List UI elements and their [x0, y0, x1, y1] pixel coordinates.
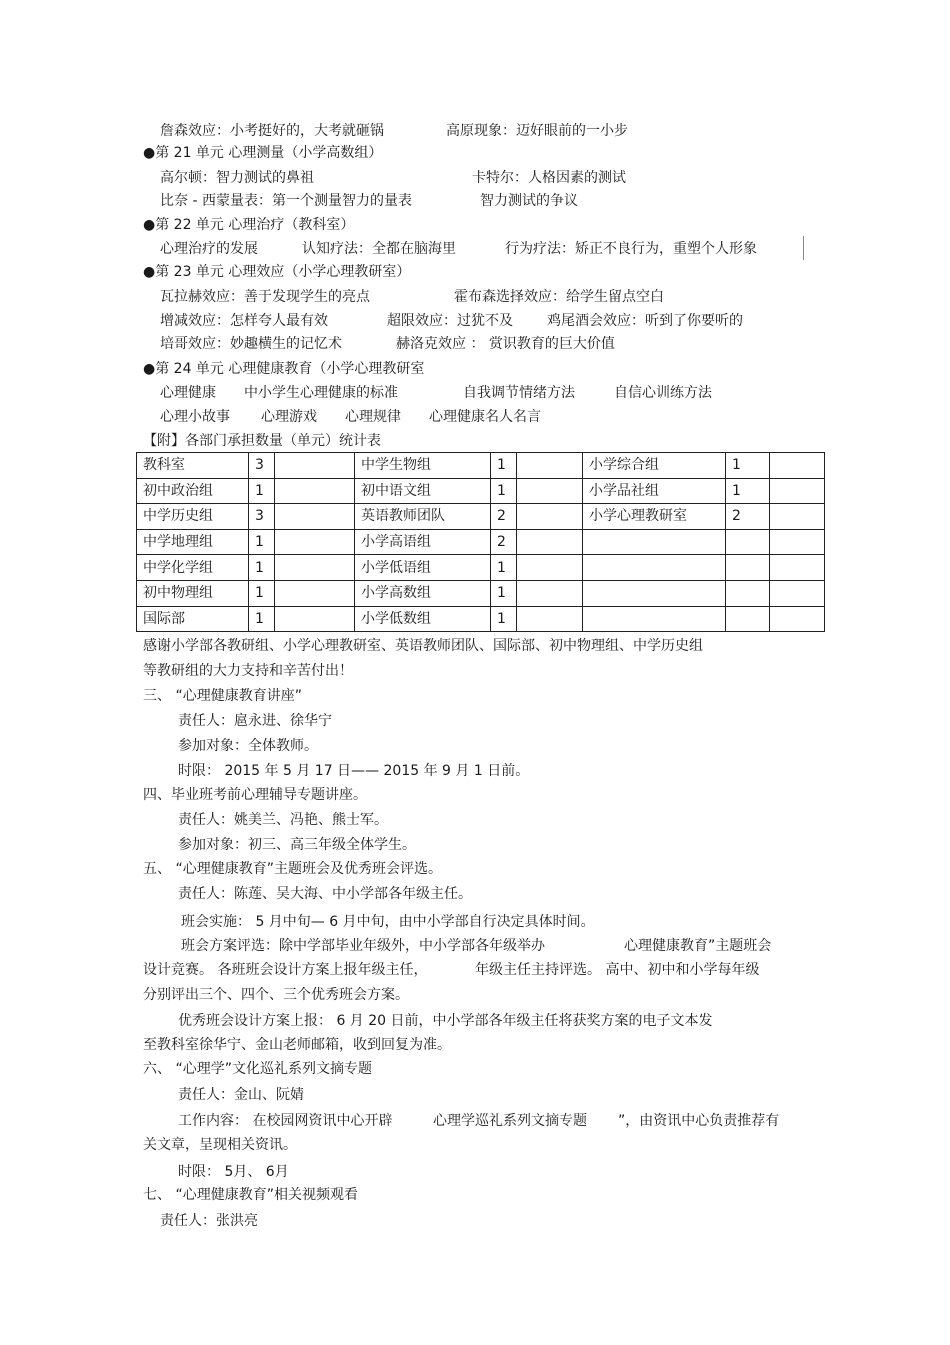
table-cell: 2 — [491, 529, 517, 555]
table-cell: 1 — [491, 580, 517, 606]
table-row — [137, 529, 825, 555]
table-cell — [770, 529, 825, 555]
text-line: 责任人：陈莲、吴大海、中小学部各年级主任。 — [178, 886, 472, 902]
text-line: 优秀班会设计方案上报： 6 月 20 日前，中小学部各年级主任将获奖方案的电子文本发 — [178, 1013, 713, 1029]
text-line: 自我调节情绪方法 — [463, 385, 575, 401]
text-line: 心理治疗的发展 — [160, 241, 258, 257]
table-cell — [583, 580, 726, 606]
text-line: 心理学巡礼系列文摘专题 — [433, 1113, 587, 1129]
table-cell — [517, 580, 583, 606]
unit-heading: ●第 21 单元 心理测量（小学高数组） — [143, 145, 383, 161]
text-line: 高原现象：迈好眼前的一小步 — [446, 123, 628, 139]
table-cell — [770, 606, 825, 632]
table-cell: 1 — [491, 478, 517, 504]
text-line: 霍布森选择效应：给学生留点空白 — [454, 289, 664, 305]
text-line: 认知疗法：全都在脑海里 — [302, 241, 456, 257]
text-line: 自信心训练方法 — [614, 385, 712, 401]
table-cell — [726, 529, 770, 555]
table-cell — [726, 555, 770, 581]
table-row — [137, 580, 825, 606]
table-cell — [770, 453, 825, 479]
text-line: 责任人：金山、阮婧 — [178, 1087, 304, 1103]
section-heading: 三、 “心理健康教育讲座” — [143, 688, 302, 704]
text-line: 关文章，呈现相关资讯。 — [143, 1137, 297, 1153]
text-line: 心理健康教育”主题班会 — [624, 938, 772, 954]
table-cell — [770, 580, 825, 606]
table-cell — [275, 555, 355, 581]
section-heading: 五、 “心理健康教育”主题班会及优秀班会评选。 — [143, 861, 442, 877]
table-cell: 国际部 — [137, 606, 249, 632]
table-row — [137, 606, 825, 632]
table-cell: 小学心理教研室 — [583, 504, 726, 530]
unit-heading: ●第 22 单元 心理治疗（教科室） — [143, 217, 355, 233]
table-cell: 1 — [726, 478, 770, 504]
unit-heading: ●第 24 单元 心理健康教育（小学心理教研室 — [143, 361, 425, 377]
department-stats-table — [136, 452, 825, 632]
table-cell — [517, 606, 583, 632]
text-line: 至教科室徐华宁、金山老师邮箱，收到回复为准。 — [143, 1037, 451, 1053]
text-line: 工作内容： 在校园网资讯中心开辟 — [178, 1113, 393, 1129]
table-cell — [517, 504, 583, 530]
table-cell: 1 — [249, 555, 275, 581]
text-line: 心理健康名人名言 — [429, 409, 541, 425]
text-line: 瓦拉赫效应：善于发现学生的亮点 — [160, 289, 370, 305]
table-cell — [726, 606, 770, 632]
table-cell — [517, 453, 583, 479]
table-cell — [770, 504, 825, 530]
table-row — [137, 478, 825, 504]
text-line: 心理规律 — [345, 409, 401, 425]
table-cell: 中学地理组 — [137, 529, 249, 555]
table-cell: 3 — [249, 453, 275, 479]
text-line: 增减效应：怎样夸人最有效 — [160, 313, 328, 329]
table-cell — [583, 606, 726, 632]
table-cell — [770, 555, 825, 581]
table-cell: 小学高语组 — [355, 529, 491, 555]
table-cell — [517, 478, 583, 504]
text-line: 培哥效应：妙趣横生的记忆术 — [160, 336, 342, 352]
text-line: 卡特尔：人格因素的测试 — [472, 170, 626, 186]
table-cell: 1 — [491, 555, 517, 581]
table-cell: 小学综合组 — [583, 453, 726, 479]
table-cell: 1 — [249, 606, 275, 632]
table-cell — [517, 555, 583, 581]
unit-heading: ●第 23 单元 心理效应（小学心理教研室） — [143, 264, 411, 280]
table-row — [137, 504, 825, 530]
table-cell: 初中物理组 — [137, 580, 249, 606]
text-line: 班会实施： 5 月中旬— 6 月中旬，由中小学部自行决定具体时间。 — [181, 914, 595, 930]
table-cell: 3 — [249, 504, 275, 530]
table-cell: 小学低数组 — [355, 606, 491, 632]
table-cell — [275, 606, 355, 632]
text-line: ”，由资讯中心负责推荐有 — [618, 1113, 780, 1129]
table-cell: 初中政治组 — [137, 478, 249, 504]
text-line: 詹森效应：小考挺好的，大考就砸锅 — [160, 123, 384, 139]
table-cell: 小学高数组 — [355, 580, 491, 606]
text-line: 心理小故事 — [160, 409, 230, 425]
table-cell: 2 — [491, 504, 517, 530]
text-line: 责任人：扈永进、徐华宁 — [178, 713, 332, 729]
text-line: 中小学生心理健康的标准 — [244, 385, 398, 401]
table-cell: 1 — [726, 453, 770, 479]
table-cell: 1 — [249, 478, 275, 504]
text-line: 班会方案评选：除中学部毕业年级外，中小学部各年级举办 — [181, 938, 545, 954]
table-cell: 初中语文组 — [355, 478, 491, 504]
table-cell — [517, 529, 583, 555]
border-line — [803, 236, 804, 260]
text-line: 智力测试的争议 — [480, 193, 578, 209]
table-cell — [583, 529, 726, 555]
text-line: 赫洛克效应 ： 赏识教育的巨大价值 — [396, 336, 615, 352]
table-cell: 1 — [491, 606, 517, 632]
text-line: 心理健康 — [160, 385, 216, 401]
text-line: 比奈 - 西蒙量表：第一个测量智力的量表 — [160, 193, 412, 209]
text-line: 责任人：姚美兰、冯艳、熊士军。 — [178, 812, 388, 828]
table-cell: 中学历史组 — [137, 504, 249, 530]
table-cell — [275, 504, 355, 530]
text-line: 超限效应：过犹不及 — [387, 313, 513, 329]
table-row — [137, 453, 825, 479]
table-cell: 教科室 — [137, 453, 249, 479]
table-cell — [770, 478, 825, 504]
table-cell — [275, 453, 355, 479]
table-cell — [275, 478, 355, 504]
text-line: 设计竞赛。 各班班会设计方案上报年级主任， — [143, 962, 428, 978]
table-caption: 【附】各部门承担数量（单元）统计表 — [143, 433, 381, 449]
table-row — [137, 555, 825, 581]
text-line: 感谢小学部各教研组、小学心理教研室、英语教师团队、国际部、初中物理组、中学历史组 — [143, 638, 703, 654]
table-cell — [275, 529, 355, 555]
section-heading: 四、毕业班考前心理辅导专题讲座。 — [143, 787, 367, 803]
table-cell — [583, 555, 726, 581]
table-cell: 小学品社组 — [583, 478, 726, 504]
text-line: 责任人：张洪亮 — [160, 1213, 258, 1229]
text-line: 时限： 2015 年 5 月 17 日—— 2015 年 9 月 1 日前。 — [178, 763, 530, 779]
text-line: 等教研组的大力支持和辛苦付出！ — [143, 663, 353, 679]
text-line: 鸡尾酒会效应：听到了你要听的 — [547, 313, 743, 329]
text-line: 行为疗法：矫正不良行为，重塑个人形象 — [505, 241, 757, 257]
table-cell: 1 — [491, 453, 517, 479]
table-cell: 小学低语组 — [355, 555, 491, 581]
text-line: 时限： 5月、 6月 — [178, 1164, 289, 1180]
text-line: 年级主任主持评选。 高中、初中和小学每年级 — [475, 962, 760, 978]
table-cell: 中学化学组 — [137, 555, 249, 581]
table-cell — [726, 580, 770, 606]
text-line: 参加对象：全体教师。 — [178, 738, 318, 754]
text-line: 高尔顿：智力测试的鼻祖 — [160, 170, 314, 186]
table-cell: 1 — [249, 529, 275, 555]
table-cell: 英语教师团队 — [355, 504, 491, 530]
table-cell: 中学生物组 — [355, 453, 491, 479]
table-cell: 1 — [249, 580, 275, 606]
text-line: 分别评出三个、四个、三个优秀班会方案。 — [143, 987, 409, 1003]
table-cell: 2 — [726, 504, 770, 530]
table-cell — [275, 580, 355, 606]
section-heading: 六、 “心理学”文化巡礼系列文摘专题 — [143, 1061, 372, 1077]
section-heading: 七、 “心理健康教育”相关视频观看 — [143, 1187, 358, 1203]
text-line: 参加对象：初三、高三年级全体学生。 — [178, 837, 416, 853]
text-line: 心理游戏 — [261, 409, 317, 425]
